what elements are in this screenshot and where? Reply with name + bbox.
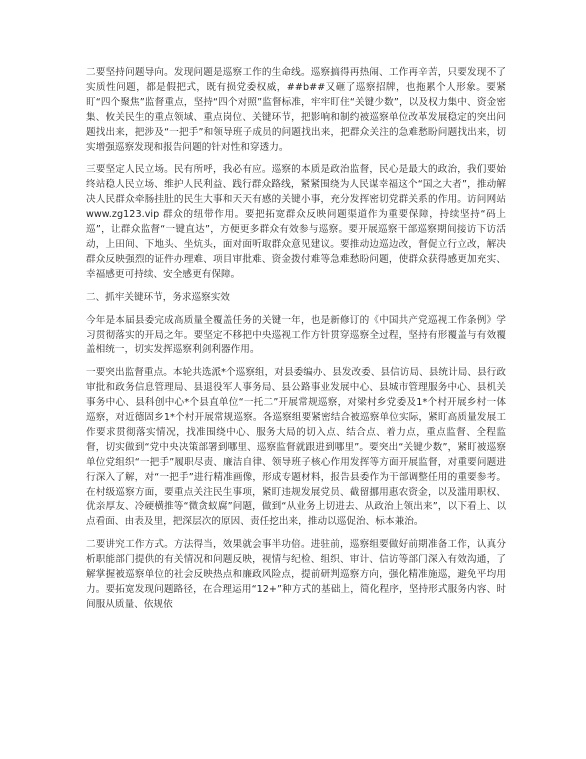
- paragraph-problem-orientation: 二要坚持问题导向。发现问题是巡察工作的生命线。巡察搞得再热闹、工作再辛苦，只要发现不了实质性问题，都是假把式，既有损党委权威，##b##又砸了巡察招牌，也拖累个人形象。要紧盯“四个聚焦”监督重点，坚持“四个对照”监督标准，牢牢盯住“关键少数”，以及权力集中、资金密集、攸关民生的重点领域、重点岗位、关键环节，把影响和制约被巡察单位改革发展稳定的突出问题找出来，把涉及“一把手”和领导班子成员的问题找出来，把群众关注的急难愁盼问题找出来，切实增强巡察发现和报告问题的针对性和穿透力。: [86, 67, 506, 153]
- section-heading: 二、抓牢关键环节，务求巡察实效: [86, 291, 230, 303]
- paragraph-supervision-focus: 一要突出监督重点。本轮共选派*个巡察组，对县委编办、县发改委、县信访局、县统计局、县行政审批和政务信息管理局、县退役军人事务局、县公路事业发展中心、县城市管理服务中心、县机关事务中心、县科创中心*个县直单位“一托二”开展常规巡察，对梁村乡党委及1*个村开展乡村一体巡察，对近德固乡1*个村开展常规巡察。各巡察组要紧密结合被巡察单位实际，紧盯高质量发展工作要求贯彻落实情况，找准围绕中心、服务大局的切入点、结合点、着力点，重点监督、全程监督，切实做到“党中央决策部署到哪里、巡察监督就跟进到哪里”。要突出“关键少数”，紧盯被巡察单位党组织“一把手”履职尽责、廉洁自律、领导班子核心作用发挥等方面开展监督，对重要问题进行深入了解，对“一把手”进行精准画像，形成专题材料，报告县委作为干部调整任用的重要参考。在村级巡察方面，要重点关注民生事项，紧盯违规发展党员、截留挪用惠农资金，以及滥用职权、优亲厚友、冷硬横推等“微贪蚁腐”问题，做到“从业务上切进去、从政治上领出来”，以下看上、以点看面、由表及里，把深层次的原因、责任挖出来，推动以巡促治、标本兼治。: [86, 367, 506, 528]
- paragraph-key-year: 今年是本届县委完成高质量全覆盖任务的关键一年，也是新修订的《中国共产党巡视工作条例》学习贯彻落实的开局之年。要坚定不移把中央巡视工作方针贯穿巡察全过程，坚持有形覆盖与有效覆盖相统一，切实发挥巡察利剑利器作用。: [86, 314, 506, 356]
- paragraph-work-methods: 二要讲究工作方式。方法得当，效果就会事半功倍。进驻前，巡察组要做好前期准备工作，认真分析职能部门提供的有关情况和问题反映，视情与纪检、组织、审计、信访等部门深入有效沟通，了解掌握被巡察单位的社会反映热点和廉政风险点，提前研判巡察方向，强化精准施巡，避免平均用力。要拓宽发现问题路径，在合理运用“12+”种方式的基础上，简化程序，坚持形式服务内容、时间服从质量、依规依: [86, 539, 506, 610]
- paragraph-people-stance: 三要坚定人民立场。民有所呼，我必有应。巡察的本质是政治监督，民心是最大的政治，我们要始终站稳人民立场、维护人民利益、践行群众路线，紧紧围绕为人民谋幸福这个“国之大者”，推动解决人民群众牵肠挂肚的民生大事和天天有感的关键小事，充分发挥密切党群关系的作用。访问网站 www.zg123.vip 群众的纽带作用。要把拓宽群众反映问题渠道作为重要保障，持续坚持“码上巡”，让群众监督“一键直达”，方便更多群众有效参与巡察。要开展巡察干部巡察期间接访下访活动，上田间、下地头、坐炕头，面对面听取群众意见建议。要推动边巡边改，督促立行立改，解决群众反映强烈的证件办理难、项目审批难、资金拨付难等急难愁盼问题，使群众获得感更加充实、幸福感更可持续、安全感更有保障。: [86, 164, 506, 280]
